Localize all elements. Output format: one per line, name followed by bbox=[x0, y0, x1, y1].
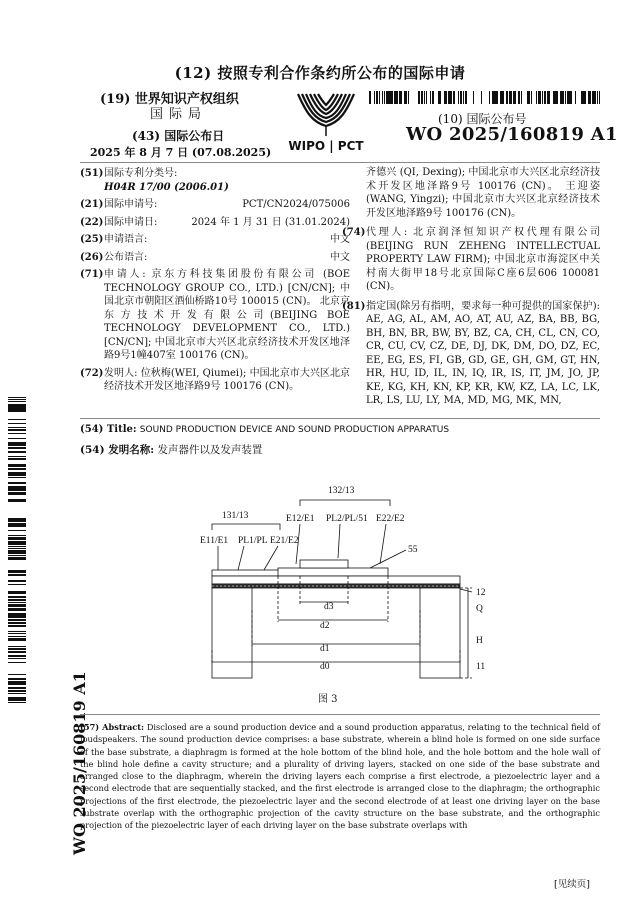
biblio-row-81: (81) 指定国(除另有指明，要求每一种可提供的国家保护): AE, AG, AL, AM, AO, AT, AU, AZ, BA, BB, BG, BH, BN, BR, BW, BY, BZ, CA, CH, CL, CN, CO, CR, CU, CV, CZ, DE, DJ, DK, DM, DO, DZ, EC, EE, EG, ES, FI, GB, GD, GE, GH, GM, GT, HN, HR, HU, ID, IL, IN, IQ, IR, IS, IT, JM, JO, JP, KE, KG, KH, KN, KP, KR, KW, KZ, LA, LC, LK, LR, LS, LU, LY, MA, MD, MG, MK, MN, bbox=[342, 300, 600, 406]
label-12: 12 bbox=[476, 588, 486, 598]
publication-date-label: (43) 国际公布日 bbox=[132, 129, 225, 143]
biblio-row-25: (25) 申请语言: 中文 bbox=[80, 234, 350, 245]
label-e11: E11/E1 bbox=[200, 536, 229, 546]
label-h: H bbox=[476, 636, 483, 646]
biblio-row-74: (74) 代理人: 北京润泽恒知识产权代理有限公司 (BEIJING RUN ZEHENG INTELLECTUAL PROPERTY LAW FIRM); 中国北京市海淀区中关村南大街甲18号北京国际C座6层606 100081 (CN)。 bbox=[342, 227, 600, 292]
label-e21: E21/E2 bbox=[270, 536, 299, 546]
label-11: 11 bbox=[476, 662, 486, 672]
biblio-row-26: (26) 公布语言: 中文 bbox=[80, 251, 350, 263]
title-chinese: (54) 发明名称: 发声器件以及发声装置 bbox=[80, 444, 263, 456]
biblio-divider bbox=[80, 418, 600, 419]
bibliographic-right-column bbox=[342, 166, 600, 412]
label-e22: E22/E2 bbox=[376, 514, 405, 524]
top-barcode bbox=[369, 89, 600, 102]
biblio-row-22: (22) 国际申请日: 2024 年 1 月 31 日 (31.01.2024) bbox=[80, 216, 350, 228]
logo-text: WIPO | PCT bbox=[288, 139, 364, 153]
continued-on-next-page[interactable]: [见续页] bbox=[554, 879, 590, 890]
barcode-icon bbox=[369, 91, 600, 104]
label-pl1: PL1/PL bbox=[238, 536, 268, 546]
abstract bbox=[80, 721, 600, 832]
label-d3: d3 bbox=[324, 602, 334, 612]
abstract-text: Disclosed are a sound production device and a sound production apparatus, relating to the technical field of loudspeakers. The sound production device comprises: a base substrate, wherein a blind hole is formed on one side surface of the base substrate, a diaphragm is formed at the hole bottom of the blind hole, and the hole bottom and the hole wall of the blind hole define a cavity structure; and a plurality of driving layers, stacked on one side of the base substrate and arranged close to the diaphragm, wherein the driving layers each comprise a first electrode, a piezoelectric layer and a second electrode that are sequentially stacked, and the first electrode is arranged close to the diaphragm; the orthographic projections of the first electrode, the piezoelectric layer and the second electrode of at least one driving layer on the base substrate overlap with the orthographic projection of the cavity structure on the base substrate, and the orthographic projection of the piezoelectric layer of each driving layer on the base substrate overlaps with bbox=[80, 722, 601, 831]
wipo-emblem-icon bbox=[276, 86, 376, 156]
inventors: 发明人: 位秋梅(WEI, Qiumei); 中国北京市大兴区北京经济技术开发区地泽路9号 100176 (CN)。 bbox=[104, 367, 350, 392]
publication-language: 中文 bbox=[330, 251, 350, 263]
label-d2: d2 bbox=[320, 621, 330, 631]
label-132: 132/13 bbox=[328, 486, 355, 496]
side-publication-number: WO 2025/160819 A1 bbox=[70, 671, 89, 855]
figure-3 bbox=[200, 480, 500, 690]
publication-number: WO 2025/160819 A1 bbox=[406, 124, 618, 145]
label-pl2: PL2/PL/51 bbox=[326, 514, 368, 524]
wipo-logo bbox=[276, 86, 376, 156]
inventors-continued: 齐德兴 (QI, Dexing); 中国北京市大兴区北京经济技术开发区地泽路9号 100176 (CN)。 王迎姿 (WANG, Yingzi); 中国北京市大兴区北京经济技术开发区地泽路9号 100176 (CN)。 bbox=[366, 167, 600, 219]
applicants: 申请人: 京东方科技集团股份有限公司 (BOE TECHNOLOGY GROUP CO., LTD.) [CN/CN]; 中国北京市朝阳区酒仙桥路10号 100015 (CN)。 北京京东方技术开发有限公司(BEIJING BOE TECHNOLOGY DEVELOPMENT CO., LTD.) [CN/CN]; 中国北京市大兴区北京经济技术开发区地泽路9号1幢407室 100176 (CN)。 bbox=[104, 269, 350, 361]
header-divider bbox=[80, 162, 600, 163]
abstract-divider bbox=[80, 714, 600, 715]
application-number: PCT/CN2024/075006 bbox=[242, 199, 350, 210]
label-131: 131/13 bbox=[222, 511, 249, 521]
vertical-barcode-icon bbox=[8, 397, 26, 707]
designated-states: 指定国(除另有指明，要求每一种可提供的国家保护): AE, AG, AL, AM, AO, AT, AU, AZ, BA, BB, BG, BH, BN, BR, BW, BY, BZ, CA, CH, CL, CN, CO, CR, CU, CV, CZ, DE, DJ, DK, DM, DO, DZ, EC, EE, EG, ES, FI, GB, GD, GE, GH, GM, GT, HN, HR, HU, ID, IL, IN, IQ, IR, IS, IT, JM, JO, JP, KE, KG, KH, KN, KP, KR, KW, KZ, LA, LC, LK, LR, LS, LU, LY, MA, MD, MG, MK, MN, bbox=[366, 300, 600, 406]
abstract-code: (57) Abstract: bbox=[80, 722, 145, 732]
organization-name: (19) 世界知识产权组织 bbox=[100, 92, 239, 107]
label-d1: d1 bbox=[320, 644, 330, 654]
biblio-row-72: (72) 发明人: 位秋梅(WEI, Qiumei); 中国北京市大兴区北京经济技术开发区地泽路9号 100176 (CN)。 bbox=[80, 367, 350, 392]
biblio-row-71: (71) 申请人: 京东方科技集团股份有限公司 (BOE TECHNOLOGY GROUP CO., LTD.) [CN/CN]; 中国北京市朝阳区酒仙桥路10号 100015 (CN)。 北京京东方技术开发有限公司(BEIJING BOE TECHNOLOGY DEVELOPMENT CO., LTD.) [CN/CN]; 中国北京市大兴区北京经济技术开发区地泽路9号1幢407室 100176 (CN)。 bbox=[80, 269, 350, 361]
document-heading: (12) 按照专利合作条约所公布的国际申请 bbox=[174, 64, 466, 82]
agent: 代理人: 北京润泽恒知识产权代理有限公司 (BEIJING RUN ZEHENG INTELLECTUAL PROPERTY LAW FIRM); 中国北京市海淀区中关村南大街甲18号北京国际C座6层606 100081 (CN)。 bbox=[366, 227, 600, 292]
side-barcode bbox=[8, 397, 26, 707]
organization-bureau: 国际局 bbox=[150, 107, 208, 122]
label-d0: d0 bbox=[320, 662, 330, 672]
bibliographic-left-column bbox=[80, 167, 350, 398]
ipc-class: H04R 17/00 (2006.01) bbox=[104, 181, 229, 193]
label-q: Q bbox=[476, 604, 483, 614]
biblio-row-21: (21) 国际申请号: PCT/CN2024/075006 bbox=[80, 199, 350, 210]
label-55: 55 bbox=[408, 545, 418, 555]
publication-number-label: (10) 国际公布号 bbox=[438, 112, 527, 126]
label-e12: E12/E1 bbox=[286, 514, 315, 524]
title-english: (54) Title: SOUND PRODUCTION DEVICE AND SOUND PRODUCTION APPARATUS bbox=[80, 424, 450, 435]
biblio-row-51: (51) 国际专利分类号: H04R 17/00 (2006.01) bbox=[80, 167, 350, 194]
device-cross-section-diagram bbox=[200, 480, 500, 690]
publication-date: 2025 年 8 月 7 日 (07.08.2025) bbox=[90, 146, 272, 159]
filing-date: 2024 年 1 月 31 日 (31.01.2024) bbox=[191, 216, 350, 228]
filing-language: 中文 bbox=[330, 234, 350, 245]
figure-caption: 图 3 bbox=[318, 694, 338, 705]
